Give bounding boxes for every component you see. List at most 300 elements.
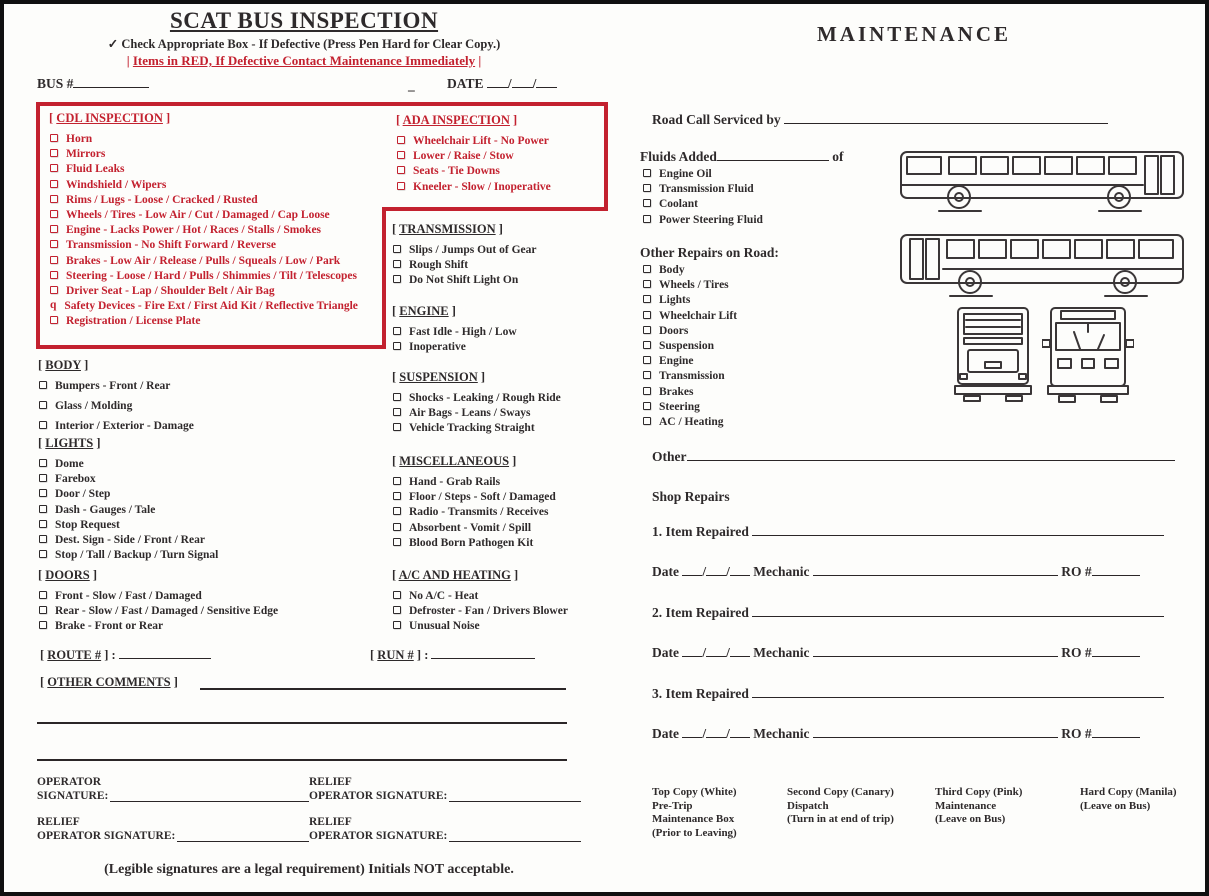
date-label: Date [652, 726, 679, 741]
bus-left-side-view-diagram [895, 226, 1189, 302]
checkbox-icon[interactable] [393, 507, 401, 515]
checklist-item-label: Unusual Noise [409, 620, 480, 633]
checklist-item-label: Fast Idle - High / Low [409, 326, 517, 338]
checklist-item [38, 534, 338, 549]
checklist-item-label: Inoperative [409, 341, 466, 354]
checklist-item-label: Body [659, 264, 685, 276]
checklist-item-label: Transmission - No Shift Forward / Reverse [66, 239, 276, 252]
checkbox-icon[interactable] [643, 417, 651, 425]
section-title: MISCELLANEOUS [399, 454, 510, 468]
signature-block [37, 816, 309, 843]
copy-line: Maintenance [935, 799, 997, 812]
mechanic-field[interactable] [813, 645, 1058, 657]
checkbox-icon[interactable] [393, 492, 401, 500]
checkbox-icon[interactable] [50, 149, 58, 157]
checkbox-icon[interactable] [393, 523, 401, 531]
checkbox-icon[interactable] [50, 164, 58, 172]
checklist-item [642, 183, 862, 198]
section-miscellaneous [392, 454, 607, 552]
checklist-item-label: Windshield / Wipers [66, 178, 167, 191]
mechanic-field[interactable] [813, 726, 1058, 738]
checklist-item-label: Brake - Front or Rear [55, 620, 164, 633]
checklist-item-label: Engine Oil [659, 168, 712, 180]
checkbox-icon[interactable] [643, 169, 651, 177]
checklist-item [392, 244, 607, 259]
checklist-item [642, 401, 862, 416]
checklist-item [642, 370, 862, 385]
checkbox-icon[interactable] [643, 371, 651, 379]
checkbox-icon[interactable] [39, 535, 47, 543]
bracket-close: ] [451, 304, 456, 318]
checklist-item-label: Stop Request [55, 518, 120, 531]
repair-number: 2. [652, 605, 663, 620]
checklist-item [642, 386, 862, 401]
signature-field[interactable] [449, 830, 581, 842]
date-day-field[interactable] [706, 645, 726, 657]
checklist-item [392, 491, 607, 506]
bus-right-side-view-diagram [897, 145, 1189, 217]
checklist-item [392, 506, 607, 521]
checklist-item [392, 274, 607, 289]
checklist-item-label: Engine [659, 355, 694, 368]
checkbox-icon[interactable] [50, 271, 58, 279]
checklist-miscellaneous [392, 476, 607, 552]
other-comments-field[interactable] [200, 672, 566, 690]
copy-line: (Prior to Leaving) [652, 826, 737, 839]
section-title: SUSPENSION [399, 370, 478, 384]
checklist-item-label: Coolant [659, 198, 698, 211]
checklist-item-label: Driver Seat - Lap / Shoulder Belt / Air Bag [66, 284, 275, 297]
checklist-item-label: Stop / Tall / Backup / Turn Signal [55, 549, 219, 562]
ro-number-label: RO # [1061, 645, 1092, 660]
slash-char: / [726, 726, 730, 741]
checkbox-icon[interactable] [50, 225, 58, 233]
signature-role-label: RELIEF [309, 816, 352, 828]
checklist-item [392, 326, 607, 341]
checklist-item-label: Wheels / Tires - Low Air / Cut / Damaged / Cap Loose [66, 208, 330, 221]
fluids-added-field[interactable] [717, 149, 829, 161]
checkbox-icon[interactable] [393, 606, 401, 614]
section-ac-heating [392, 568, 607, 636]
checklist-item [392, 341, 607, 356]
checklist-item-label: Door / Step [55, 488, 111, 501]
checkbox-icon[interactable] [50, 240, 58, 248]
bracket-close: ] [513, 113, 518, 127]
checkbox-icon[interactable] [393, 342, 401, 350]
repair-item-row [652, 605, 1192, 621]
red-items-notice-text: Items in RED, If Defective Contact Maintenance Immediately [132, 53, 476, 68]
checklist-body [38, 380, 338, 440]
checklist-item [642, 325, 862, 340]
checkbox-icon[interactable] [393, 423, 401, 431]
checklist-item-label: Seats - Tie Downs [413, 165, 500, 178]
road-call-row [652, 112, 1108, 128]
checkbox-icon[interactable] [397, 151, 405, 159]
checklist-item [49, 179, 381, 194]
date-year-field[interactable] [730, 645, 750, 657]
checklist-item [392, 422, 607, 437]
ro-number-field[interactable] [1092, 726, 1140, 738]
checkbox-icon[interactable] [643, 311, 651, 319]
checkbox-icon[interactable] [393, 327, 401, 335]
date-label: DATE [447, 76, 484, 91]
checklist-item-label: Kneeler - Slow / Inoperative [413, 180, 551, 193]
checkbox-icon[interactable] [50, 195, 58, 203]
bus-number-field[interactable] [73, 76, 149, 88]
copy-distribution-column [787, 786, 927, 840]
checklist-item [392, 605, 607, 620]
checkbox-icon[interactable] [393, 393, 401, 401]
checkbox-icon[interactable] [393, 621, 401, 629]
checklist-item-label: Transmission [659, 370, 725, 383]
checklist-item-label: Brakes - Low Air / Release / Pulls / Squeals / Low / Park [66, 254, 341, 267]
checkbox-icon[interactable] [643, 341, 651, 349]
section-transmission [392, 222, 607, 290]
checklist-lights [38, 458, 338, 564]
checklist-item-label: Transmission Fluid [659, 183, 754, 196]
signature-field[interactable] [449, 790, 581, 802]
checkbox-icon[interactable] [39, 459, 47, 467]
checkbox-icon[interactable] [39, 489, 47, 497]
checkbox-icon[interactable] [643, 184, 651, 192]
checklist-suspension [392, 392, 607, 438]
bracket-close: ] [166, 111, 171, 125]
checkbox-icon[interactable] [643, 265, 651, 273]
pipe-char: | [478, 53, 482, 68]
item-repaired-field[interactable] [752, 686, 1164, 698]
bracket-close: ] [173, 675, 178, 689]
checklist-item-label: Wheels / Tires [659, 279, 729, 292]
route-number-row [40, 647, 211, 663]
checklist-item [49, 255, 381, 270]
checkbox-icon[interactable] [643, 387, 651, 395]
fluids-unit-label: of [832, 149, 844, 164]
checklist-item-label: Absorbent - Vomit / Spill [409, 521, 532, 534]
bracket-close: ] [84, 358, 89, 372]
checklist-item [38, 504, 338, 519]
checklist-item-label: Suspension [659, 339, 714, 352]
checklist-item [392, 392, 607, 407]
maintenance-title: MAINTENANCE [816, 22, 1011, 46]
date-month-field[interactable] [682, 564, 702, 576]
checkbox-icon[interactable] [643, 215, 651, 223]
checkbox-icon[interactable] [50, 180, 58, 188]
section-lights [38, 436, 338, 564]
date-year-field[interactable] [536, 76, 557, 88]
checkbox-icon[interactable] [39, 401, 47, 409]
checklist-item-label: Wheelchair Lift [659, 309, 738, 322]
bracket-open: [ [40, 648, 45, 662]
run-label: RUN # [377, 648, 414, 662]
road-call-label: Road Call Serviced by [652, 112, 781, 127]
road-call-field[interactable] [784, 112, 1108, 124]
checklist-item-label: Mirrors [66, 148, 106, 161]
checklist-ada [396, 135, 601, 196]
section-title: ADA INSPECTION [402, 113, 510, 127]
checkbox-icon[interactable] [393, 275, 401, 283]
item-repaired-label: Item Repaired [665, 524, 749, 539]
checkbox-icon[interactable] [39, 550, 47, 558]
copy-line: Top Copy (White) [652, 786, 737, 798]
signature-label: OPERATOR SIGNATURE: [309, 789, 448, 802]
colon-char: : [111, 648, 116, 662]
checklist-item [396, 165, 601, 180]
slash-char: / [702, 564, 707, 579]
date-day-field[interactable] [706, 564, 726, 576]
checklist-transmission [392, 244, 607, 290]
checklist-item-label: Interior / Exterior - Damage [55, 420, 194, 432]
checkbox-icon[interactable] [39, 381, 47, 389]
date-year-field[interactable] [730, 726, 750, 738]
date-month-field[interactable] [487, 76, 508, 88]
colon-char: : [424, 648, 429, 662]
checklist-item-label: Blood Born Pathogen Kit [409, 536, 534, 549]
checkbox-icon[interactable] [643, 356, 651, 364]
ro-number-label: RO # [1061, 726, 1092, 741]
checklist-item-label: Wheelchair Lift - No Power [413, 135, 549, 147]
checklist-item-label: Lower / Raise / Stow [413, 150, 514, 163]
pipe-char: | [126, 53, 130, 68]
checklist-item [49, 224, 381, 239]
checklist-item-label: Front - Slow / Fast / Damaged [55, 590, 202, 602]
section-title: ENGINE [399, 304, 449, 318]
bus-number-row [37, 76, 149, 92]
checkbox-icon[interactable] [393, 477, 401, 485]
checkbox-icon[interactable] [39, 520, 47, 528]
fluids-added-row [640, 149, 844, 165]
signature-field[interactable] [110, 790, 309, 802]
item-repaired-label: Item Repaired [665, 686, 749, 701]
bracket-close: ] [92, 568, 98, 582]
checkbox-icon[interactable] [393, 260, 401, 268]
checklist-item-label: Vehicle Tracking Straight [409, 422, 535, 435]
checklist-other-repairs [642, 264, 862, 431]
checklist-item-label: Glass / Molding [55, 400, 133, 412]
section-title: TRANSMISSION [399, 222, 496, 236]
checklist-item [38, 400, 338, 420]
checklist-item-label: Dash - Gauges / Tale [55, 503, 156, 516]
checklist-item [38, 605, 348, 620]
slash-char: / [726, 645, 730, 660]
checklist-item [38, 519, 338, 534]
repair-item-row [652, 686, 1192, 702]
route-label: ROUTE # [47, 648, 102, 662]
checklist-item-label: Brakes [659, 385, 694, 398]
repair-entry [652, 686, 1192, 742]
signature-role-label: RELIEF [309, 776, 352, 788]
red-items-notice [44, 53, 564, 69]
copy-line: (Turn in at end of trip) [787, 813, 894, 825]
mechanic-field[interactable] [813, 564, 1058, 576]
copy-line: Pre-Trip [652, 799, 693, 812]
ro-number-field[interactable] [1092, 564, 1140, 576]
checklist-engine [392, 326, 607, 356]
checklist-item-label: Air Bags - Leans / Sways [409, 407, 531, 420]
copy-distribution-column [652, 786, 779, 840]
checkbox-icon[interactable] [393, 591, 401, 599]
section-title: BODY [45, 358, 81, 372]
checklist-item [38, 458, 338, 473]
signature-label: OPERATOR SIGNATURE: [309, 829, 448, 842]
copy-distribution-column [935, 786, 1072, 840]
checkbox-icon[interactable] [39, 591, 47, 599]
ro-number-label: RO # [1061, 564, 1092, 579]
run-number-field[interactable] [431, 647, 535, 659]
bracket-open: [ [392, 370, 397, 384]
copy-line: Maintenance Box [652, 813, 735, 825]
bracket-open: [ [38, 358, 43, 372]
page-title: SCAT BUS INSPECTION [169, 8, 439, 33]
checkbox-icon[interactable] [397, 166, 405, 174]
checklist-fluids [642, 168, 862, 229]
copy-line: Second Copy (Canary) [787, 786, 894, 798]
checklist-item [38, 549, 338, 564]
checklist-item [49, 194, 381, 209]
route-number-field[interactable] [119, 647, 211, 659]
bracket-close: ] [480, 370, 486, 384]
checklist-item-label: Engine - Lacks Power / Hot / Races / Stalls / Smokes [66, 224, 322, 237]
date-label: Date [652, 645, 679, 660]
checkbox-icon[interactable] [643, 199, 651, 207]
checkbox-icon[interactable] [643, 295, 651, 303]
checklist-item-label: Dome [55, 458, 84, 470]
checkbox-icon[interactable] [50, 134, 58, 142]
repair-entry [652, 605, 1192, 661]
date-year-field[interactable] [730, 564, 750, 576]
checkbox-icon[interactable] [50, 210, 58, 218]
checklist-item-label: Power Steering Fluid [659, 213, 763, 226]
checklist-item-label: Defroster - Fan / Drivers Blower [409, 605, 568, 618]
date-month-field[interactable] [682, 645, 702, 657]
checkbox-icon[interactable] [397, 182, 405, 190]
checklist-item-label: Dest. Sign - Side / Front / Rear [55, 533, 205, 546]
checklist-item [396, 135, 601, 150]
copy-distribution-column [1080, 786, 1209, 840]
checklist-item-label: Rear - Slow / Fast / Damaged / Sensitive Edge [55, 605, 279, 618]
signature-field[interactable] [177, 830, 309, 842]
bracket-open: [ [40, 675, 45, 689]
checkbox-icon[interactable] [50, 256, 58, 264]
run-number-row [370, 647, 535, 663]
checkbox-icon[interactable] [643, 402, 651, 410]
checklist-item [392, 407, 607, 422]
checklist-item [49, 209, 381, 224]
bracket-close: ] [104, 648, 109, 662]
checklist-item [392, 259, 607, 274]
checkbox-icon[interactable] [397, 136, 405, 144]
section-title: CDL INSPECTION [56, 111, 163, 125]
checklist-item [642, 355, 862, 370]
repair-number: 1. [652, 524, 663, 539]
checklist-item-label: Bumpers - Front / Rear [55, 380, 171, 392]
checklist-item-label: Floor / Steps - Soft / Damaged [409, 491, 556, 504]
checklist-item [642, 264, 862, 279]
comments-line-2[interactable] [37, 743, 567, 761]
item-repaired-field[interactable] [752, 524, 1164, 536]
signature-role-label: OPERATOR [37, 776, 102, 788]
section-heading [396, 113, 601, 128]
checkbox-icon[interactable] [643, 280, 651, 288]
checkbox-icon[interactable] [643, 326, 651, 334]
bracket-open: [ [392, 568, 397, 582]
section-suspension [392, 370, 607, 438]
checklist-item [642, 168, 862, 183]
fluids-added-label: Fluids Added [640, 149, 717, 164]
checklist-item [392, 590, 607, 605]
checklist-item-label: Steering [659, 400, 700, 413]
ro-number-field[interactable] [1092, 645, 1140, 657]
checklist-item [642, 279, 862, 294]
checklist-item [392, 476, 607, 491]
checklist-item [642, 416, 862, 431]
checkbox-icon[interactable] [39, 621, 47, 629]
checkbox-icon[interactable] [393, 538, 401, 546]
signature-block [309, 816, 581, 843]
checklist-item [49, 315, 381, 330]
checkbox-icon[interactable]: q [50, 299, 57, 312]
item-repaired-field[interactable] [752, 605, 1164, 617]
checklist-item [49, 300, 381, 315]
checklist-item [642, 214, 862, 229]
date-day-field[interactable] [512, 76, 533, 88]
checklist-item-label: Shocks - Leaking / Rough Ride [409, 392, 561, 404]
slash-char: / [532, 76, 537, 91]
checkbox-icon[interactable] [39, 474, 47, 482]
checkbox-icon[interactable] [393, 408, 401, 416]
bracket-open: [ [49, 111, 54, 125]
bracket-open: [ [370, 648, 375, 662]
checkbox-icon[interactable] [39, 421, 47, 429]
date-month-field[interactable] [682, 726, 702, 738]
date-day-field[interactable] [706, 726, 726, 738]
checkbox-icon[interactable] [50, 286, 58, 294]
checkbox-icon[interactable] [50, 316, 58, 324]
repair-date-row [652, 726, 1192, 742]
left-page-header [44, 8, 564, 69]
signature-block [309, 776, 581, 803]
checkbox-icon[interactable] [393, 245, 401, 253]
section-body [38, 358, 338, 440]
checklist-item-label: Lights [659, 294, 691, 307]
checklist-cdl [49, 133, 381, 330]
mechanic-label: Mechanic [753, 726, 810, 741]
checkbox-icon[interactable] [39, 505, 47, 513]
bracket-open: [ [38, 436, 43, 450]
signature-block [37, 776, 309, 803]
checklist-item [392, 620, 607, 635]
checklist-item-label: Registration / License Plate [66, 315, 201, 328]
checkbox-icon[interactable] [39, 606, 47, 614]
other-label: Other [652, 449, 687, 464]
slash-char: / [726, 564, 730, 579]
checklist-item-label: Rims / Lugs - Loose / Cracked / Rusted [66, 193, 258, 206]
section-engine [392, 304, 607, 356]
bracket-close: ] [498, 222, 503, 236]
copy-distribution [652, 786, 1197, 840]
checklist-item [642, 340, 862, 355]
other-comments-label: OTHER COMMENTS [47, 675, 171, 689]
section-ada-inspection [396, 113, 601, 196]
checklist-item-label: Safety Devices - Fire Ext / First Aid Kit / Reflective Triangle [64, 300, 358, 313]
repair-date-row [652, 564, 1192, 580]
section-title: LIGHTS [45, 436, 94, 450]
checklist-item [49, 239, 381, 254]
comments-line-1[interactable] [37, 706, 567, 724]
section-title: DOORS [45, 568, 90, 582]
checklist-doors [38, 590, 348, 636]
bracket-open: [ [392, 304, 397, 318]
other-field[interactable] [687, 449, 1175, 461]
